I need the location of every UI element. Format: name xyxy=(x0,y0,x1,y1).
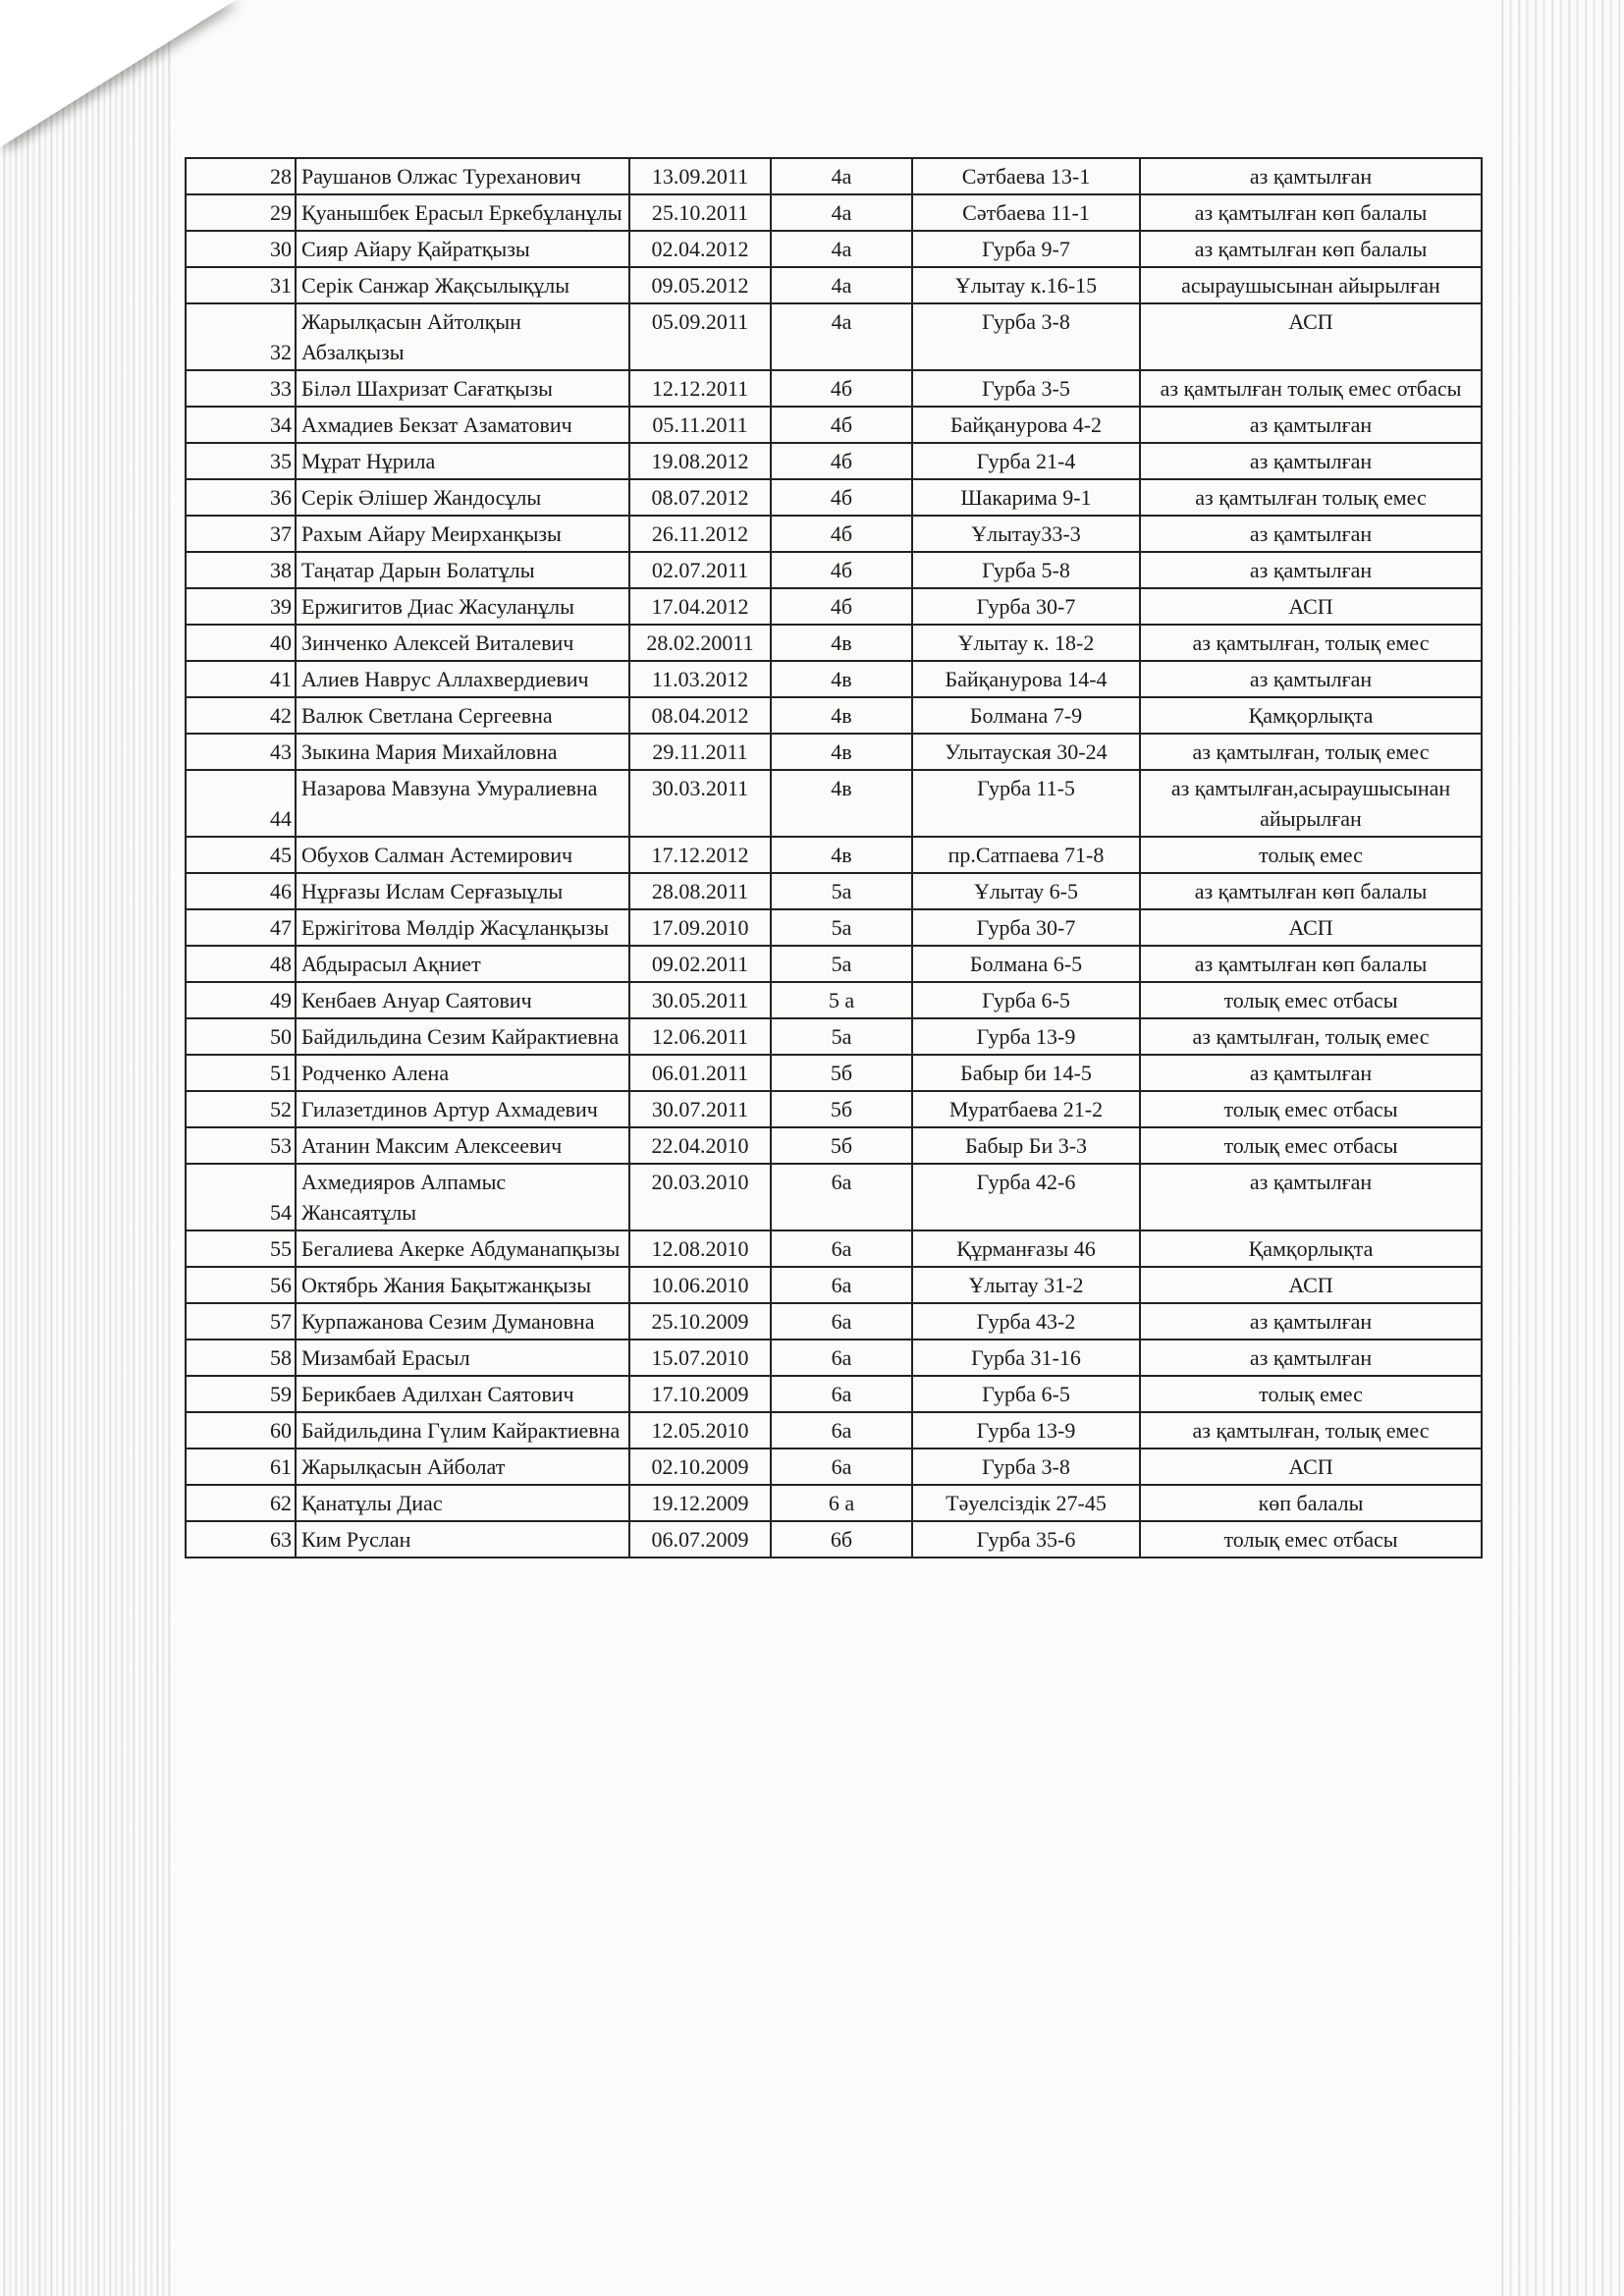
row-number: 29 xyxy=(186,194,296,231)
row-number: 54 xyxy=(186,1164,296,1230)
birth-date: 28.02.20011 xyxy=(629,625,771,661)
row-number: 46 xyxy=(186,873,296,909)
row-number: 28 xyxy=(186,158,296,194)
student-name: Зыкина Мария Михайловна xyxy=(296,734,629,770)
table-row xyxy=(186,1412,1482,1449)
home-address: Құрманғазы 46 xyxy=(912,1230,1140,1267)
social-status: аз қамтылған, толық емес xyxy=(1140,1018,1482,1055)
table-row xyxy=(186,1127,1482,1164)
class-grade: 4б xyxy=(771,479,912,516)
row-number: 58 xyxy=(186,1339,296,1376)
home-address: Муратбаева 21-2 xyxy=(912,1091,1140,1127)
student-name: Назарова Мавзуна Умуралиевна xyxy=(296,770,629,837)
birth-date: 17.09.2010 xyxy=(629,909,771,946)
social-status: АСП xyxy=(1140,1449,1482,1485)
table-row xyxy=(186,194,1482,231)
social-status: аз қамтылған толық емес xyxy=(1140,479,1482,516)
birth-date: 15.07.2010 xyxy=(629,1339,771,1376)
table-row xyxy=(186,1376,1482,1412)
class-grade: 6а xyxy=(771,1164,912,1230)
class-grade: 4в xyxy=(771,697,912,734)
row-number: 53 xyxy=(186,1127,296,1164)
home-address: Байқанурова 14-4 xyxy=(912,661,1140,697)
table-row xyxy=(186,873,1482,909)
home-address: Гурба 31-16 xyxy=(912,1339,1140,1376)
table-row xyxy=(186,1521,1482,1558)
home-address: Ұлытау 6-5 xyxy=(912,873,1140,909)
class-grade: 4а xyxy=(771,194,912,231)
row-number: 60 xyxy=(186,1412,296,1449)
student-name: Сияр Айару Қайратқызы xyxy=(296,231,629,267)
table-row xyxy=(186,734,1482,770)
birth-date: 12.05.2010 xyxy=(629,1412,771,1449)
birth-date: 28.08.2011 xyxy=(629,873,771,909)
birth-date: 05.11.2011 xyxy=(629,407,771,443)
row-number: 37 xyxy=(186,516,296,552)
student-name: Атанин Максим Алексеевич xyxy=(296,1127,629,1164)
home-address: Гурба 35-6 xyxy=(912,1521,1140,1558)
home-address: Болмана 7-9 xyxy=(912,697,1140,734)
birth-date: 25.10.2011 xyxy=(629,194,771,231)
student-list-table xyxy=(185,157,1483,1558)
class-grade: 5б xyxy=(771,1091,912,1127)
row-number: 38 xyxy=(186,552,296,588)
student-name: Байдильдина Сезим Кайрактиевна xyxy=(296,1018,629,1055)
table-row xyxy=(186,1230,1482,1267)
social-status: аз қамтылған, толық емес xyxy=(1140,1412,1482,1449)
folded-page-corner xyxy=(0,0,236,147)
birth-date: 26.11.2012 xyxy=(629,516,771,552)
class-grade: 4в xyxy=(771,770,912,837)
table-row xyxy=(186,303,1482,370)
table-row xyxy=(186,1267,1482,1303)
home-address: Гурба 13-9 xyxy=(912,1018,1140,1055)
class-grade: 6а xyxy=(771,1303,912,1339)
table-row xyxy=(186,231,1482,267)
home-address: Ұлытау к.16-15 xyxy=(912,267,1140,303)
social-status: Қамқорлықта xyxy=(1140,1230,1482,1267)
social-status: аз қамтылған xyxy=(1140,516,1482,552)
table-row xyxy=(186,1303,1482,1339)
class-grade: 4а xyxy=(771,231,912,267)
class-grade: 5а xyxy=(771,1018,912,1055)
social-status: аз қамтылған xyxy=(1140,661,1482,697)
birth-date: 13.09.2011 xyxy=(629,158,771,194)
table-row xyxy=(186,588,1482,625)
home-address: Гурба 3-8 xyxy=(912,1449,1140,1485)
social-status: аз қамтылған,асыраушысынан айырылған xyxy=(1140,770,1482,837)
home-address: Ұлытау к. 18-2 xyxy=(912,625,1140,661)
birth-date: 02.07.2011 xyxy=(629,552,771,588)
birth-date: 19.12.2009 xyxy=(629,1485,771,1521)
social-status: аз қамтылған толық емес отбасы xyxy=(1140,370,1482,407)
row-number: 32 xyxy=(186,303,296,370)
scan-artifact-left xyxy=(0,0,172,2296)
class-grade: 5б xyxy=(771,1127,912,1164)
home-address: Гурба 30-7 xyxy=(912,909,1140,946)
social-status: асыраушысынан айырылған xyxy=(1140,267,1482,303)
birth-date: 30.07.2011 xyxy=(629,1091,771,1127)
home-address: Бабыр би 14-5 xyxy=(912,1055,1140,1091)
class-grade: 5б xyxy=(771,1055,912,1091)
student-name: Ержигитов Диас Жасуланұлы xyxy=(296,588,629,625)
class-grade: 4б xyxy=(771,588,912,625)
birth-date: 19.08.2012 xyxy=(629,443,771,479)
row-number: 63 xyxy=(186,1521,296,1558)
birth-date: 09.05.2012 xyxy=(629,267,771,303)
table-row xyxy=(186,1055,1482,1091)
class-grade: 4б xyxy=(771,516,912,552)
birth-date: 08.04.2012 xyxy=(629,697,771,734)
table-row xyxy=(186,267,1482,303)
birth-date: 12.12.2011 xyxy=(629,370,771,407)
birth-date: 02.10.2009 xyxy=(629,1449,771,1485)
row-number: 30 xyxy=(186,231,296,267)
student-name: Кенбаев Ануар Саятович xyxy=(296,982,629,1018)
table-row xyxy=(186,982,1482,1018)
social-status: аз қамтылған көп балалы xyxy=(1140,194,1482,231)
birth-date: 20.03.2010 xyxy=(629,1164,771,1230)
home-address: Болмана 6-5 xyxy=(912,946,1140,982)
class-grade: 4в xyxy=(771,661,912,697)
home-address: Гурба 42-6 xyxy=(912,1164,1140,1230)
class-grade: 5а xyxy=(771,909,912,946)
birth-date: 25.10.2009 xyxy=(629,1303,771,1339)
social-status: толық емес xyxy=(1140,1376,1482,1412)
row-number: 47 xyxy=(186,909,296,946)
student-name: Серік Әлішер Жандосұлы xyxy=(296,479,629,516)
class-grade: 6а xyxy=(771,1267,912,1303)
social-status: толық емес отбасы xyxy=(1140,982,1482,1018)
student-name: Родченко Алена xyxy=(296,1055,629,1091)
row-number: 44 xyxy=(186,770,296,837)
table-row xyxy=(186,1449,1482,1485)
birth-date: 17.10.2009 xyxy=(629,1376,771,1412)
table-row xyxy=(186,1091,1482,1127)
birth-date: 30.05.2011 xyxy=(629,982,771,1018)
home-address: Шакарима 9-1 xyxy=(912,479,1140,516)
row-number: 36 xyxy=(186,479,296,516)
social-status: АСП xyxy=(1140,303,1482,370)
student-name: Біләл Шахризат Сағатқызы xyxy=(296,370,629,407)
home-address: Ұлытау33-3 xyxy=(912,516,1140,552)
student-name: Байдильдина Гүлим Кайрактиевна xyxy=(296,1412,629,1449)
home-address: Улытауская 30-24 xyxy=(912,734,1140,770)
student-name: Нұрғазы Ислам Серғазыұлы xyxy=(296,873,629,909)
student-name: Ержігітова Мөлдір Жасұланқызы xyxy=(296,909,629,946)
student-name: Ким Руслан xyxy=(296,1521,629,1558)
class-grade: 6а xyxy=(771,1339,912,1376)
table-row xyxy=(186,1164,1482,1230)
row-number: 45 xyxy=(186,837,296,873)
student-name: Курпажанова Сезим Думановна xyxy=(296,1303,629,1339)
birth-date: 05.09.2011 xyxy=(629,303,771,370)
social-status: аз қамтылған xyxy=(1140,443,1482,479)
class-grade: 4б xyxy=(771,407,912,443)
row-number: 59 xyxy=(186,1376,296,1412)
birth-date: 12.08.2010 xyxy=(629,1230,771,1267)
class-grade: 6а xyxy=(771,1376,912,1412)
row-number: 49 xyxy=(186,982,296,1018)
student-name: Валюк Светлана Сергеевна xyxy=(296,697,629,734)
row-number: 40 xyxy=(186,625,296,661)
class-grade: 6а xyxy=(771,1412,912,1449)
birth-date: 17.04.2012 xyxy=(629,588,771,625)
home-address: Гурба 3-8 xyxy=(912,303,1140,370)
student-name: Абдырасыл Ақниет xyxy=(296,946,629,982)
table-row xyxy=(186,909,1482,946)
class-grade: 4б xyxy=(771,370,912,407)
class-grade: 4б xyxy=(771,552,912,588)
birth-date: 02.04.2012 xyxy=(629,231,771,267)
home-address: пр.Сатпаева 71-8 xyxy=(912,837,1140,873)
birth-date: 06.01.2011 xyxy=(629,1055,771,1091)
social-status: аз қамтылған xyxy=(1140,1339,1482,1376)
class-grade: 5а xyxy=(771,946,912,982)
student-name: Гилазетдинов Артур Ахмадевич xyxy=(296,1091,629,1127)
social-status: аз қамтылған xyxy=(1140,1303,1482,1339)
table-row xyxy=(186,837,1482,873)
class-grade: 4в xyxy=(771,837,912,873)
class-grade: 4б xyxy=(771,443,912,479)
table-row xyxy=(186,625,1482,661)
scan-artifact-right xyxy=(1496,0,1624,2296)
class-grade: 4в xyxy=(771,625,912,661)
class-grade: 5а xyxy=(771,873,912,909)
student-name: Жарылқасын Айболат xyxy=(296,1449,629,1485)
table-row xyxy=(186,1018,1482,1055)
class-grade: 6 а xyxy=(771,1485,912,1521)
row-number: 48 xyxy=(186,946,296,982)
birth-date: 17.12.2012 xyxy=(629,837,771,873)
social-status: аз қамтылған xyxy=(1140,1055,1482,1091)
table-row xyxy=(186,661,1482,697)
student-name: Алиев Наврус Аллахвердиевич xyxy=(296,661,629,697)
table-row xyxy=(186,479,1482,516)
row-number: 34 xyxy=(186,407,296,443)
student-name: Таңатар Дарын Болатұлы xyxy=(296,552,629,588)
birth-date: 30.03.2011 xyxy=(629,770,771,837)
birth-date: 06.07.2009 xyxy=(629,1521,771,1558)
student-name: Октябрь Жания Бақытжанқызы xyxy=(296,1267,629,1303)
table-row xyxy=(186,770,1482,837)
row-number: 52 xyxy=(186,1091,296,1127)
row-number: 57 xyxy=(186,1303,296,1339)
home-address: Байқанурова 4-2 xyxy=(912,407,1140,443)
row-number: 55 xyxy=(186,1230,296,1267)
class-grade: 6а xyxy=(771,1449,912,1485)
birth-date: 08.07.2012 xyxy=(629,479,771,516)
row-number: 31 xyxy=(186,267,296,303)
birth-date: 11.03.2012 xyxy=(629,661,771,697)
birth-date: 29.11.2011 xyxy=(629,734,771,770)
student-name: Берикбаев Адилхан Саятович xyxy=(296,1376,629,1412)
table-row xyxy=(186,946,1482,982)
home-address: Гурба 6-5 xyxy=(912,982,1140,1018)
table-row xyxy=(186,443,1482,479)
row-number: 33 xyxy=(186,370,296,407)
birth-date: 22.04.2010 xyxy=(629,1127,771,1164)
student-name: Қуанышбек Ерасыл Еркебұланұлы xyxy=(296,194,629,231)
social-status: аз қамтылған xyxy=(1140,552,1482,588)
student-name: Серік Санжар Жақсылықұлы xyxy=(296,267,629,303)
social-status: аз қамтылған, толық емес xyxy=(1140,625,1482,661)
home-address: Гурба 30-7 xyxy=(912,588,1140,625)
class-grade: 5 а xyxy=(771,982,912,1018)
class-grade: 4а xyxy=(771,303,912,370)
student-name: Ахмадиев Бекзат Азаматович xyxy=(296,407,629,443)
student-name: Қанатұлы Диас xyxy=(296,1485,629,1521)
social-status: аз қамтылған xyxy=(1140,158,1482,194)
social-status: аз қамтылған xyxy=(1140,407,1482,443)
table-row xyxy=(186,407,1482,443)
row-number: 51 xyxy=(186,1055,296,1091)
social-status: аз қамтылған xyxy=(1140,1164,1482,1230)
social-status: аз қамтылған көп балалы xyxy=(1140,873,1482,909)
home-address: Гурба 11-5 xyxy=(912,770,1140,837)
home-address: Тәуелсіздік 27-45 xyxy=(912,1485,1140,1521)
table-row xyxy=(186,516,1482,552)
social-status: толық емес отбасы xyxy=(1140,1127,1482,1164)
home-address: Сәтбаева 13-1 xyxy=(912,158,1140,194)
home-address: Гурба 3-5 xyxy=(912,370,1140,407)
row-number: 39 xyxy=(186,588,296,625)
social-status: аз қамтылған көп балалы xyxy=(1140,946,1482,982)
row-number: 56 xyxy=(186,1267,296,1303)
table-row xyxy=(186,370,1482,407)
social-status: Қамқорлықта xyxy=(1140,697,1482,734)
home-address: Гурба 9-7 xyxy=(912,231,1140,267)
student-name: Обухов Салман Астемирович xyxy=(296,837,629,873)
birth-date: 12.06.2011 xyxy=(629,1018,771,1055)
student-name: Раушанов Олжас Туреханович xyxy=(296,158,629,194)
row-number: 61 xyxy=(186,1449,296,1485)
class-grade: 4а xyxy=(771,267,912,303)
student-name: Рахым Айару Меирханқызы xyxy=(296,516,629,552)
row-number: 42 xyxy=(186,697,296,734)
student-name: Мұрат Нұрила xyxy=(296,443,629,479)
row-number: 62 xyxy=(186,1485,296,1521)
student-name: Бегалиева Акерке Абдуманапқызы xyxy=(296,1230,629,1267)
social-status: аз қамтылған, толық емес xyxy=(1140,734,1482,770)
table-row xyxy=(186,1485,1482,1521)
social-status: АСП xyxy=(1140,1267,1482,1303)
home-address: Сәтбаева 11-1 xyxy=(912,194,1140,231)
home-address: Ұлытау 31-2 xyxy=(912,1267,1140,1303)
table-row xyxy=(186,158,1482,194)
student-name: Жарылқасын Айтолқын Абзалқызы xyxy=(296,303,629,370)
student-name: Зинченко Алексей Виталевич xyxy=(296,625,629,661)
home-address: Гурба 43-2 xyxy=(912,1303,1140,1339)
social-status: АСП xyxy=(1140,909,1482,946)
class-grade: 6а xyxy=(771,1230,912,1267)
student-name: Мизамбай Ерасыл xyxy=(296,1339,629,1376)
table-row xyxy=(186,697,1482,734)
birth-date: 09.02.2011 xyxy=(629,946,771,982)
table-row xyxy=(186,552,1482,588)
social-status: АСП xyxy=(1140,588,1482,625)
row-number: 43 xyxy=(186,734,296,770)
birth-date: 10.06.2010 xyxy=(629,1267,771,1303)
row-number: 35 xyxy=(186,443,296,479)
row-number: 41 xyxy=(186,661,296,697)
class-grade: 4а xyxy=(771,158,912,194)
social-status: көп балалы xyxy=(1140,1485,1482,1521)
home-address: Гурба 5-8 xyxy=(912,552,1140,588)
social-status: толық емес отбасы xyxy=(1140,1091,1482,1127)
table-row xyxy=(186,1339,1482,1376)
social-status: толық емес отбасы xyxy=(1140,1521,1482,1558)
home-address: Гурба 13-9 xyxy=(912,1412,1140,1449)
home-address: Бабыр Би 3-3 xyxy=(912,1127,1140,1164)
social-status: аз қамтылған көп балалы xyxy=(1140,231,1482,267)
student-name: Ахмедияров Алпамыс Жансаятұлы xyxy=(296,1164,629,1230)
home-address: Гурба 6-5 xyxy=(912,1376,1140,1412)
class-grade: 4в xyxy=(771,734,912,770)
row-number: 50 xyxy=(186,1018,296,1055)
class-grade: 6б xyxy=(771,1521,912,1558)
social-status: толық емес xyxy=(1140,837,1482,873)
home-address: Гурба 21-4 xyxy=(912,443,1140,479)
